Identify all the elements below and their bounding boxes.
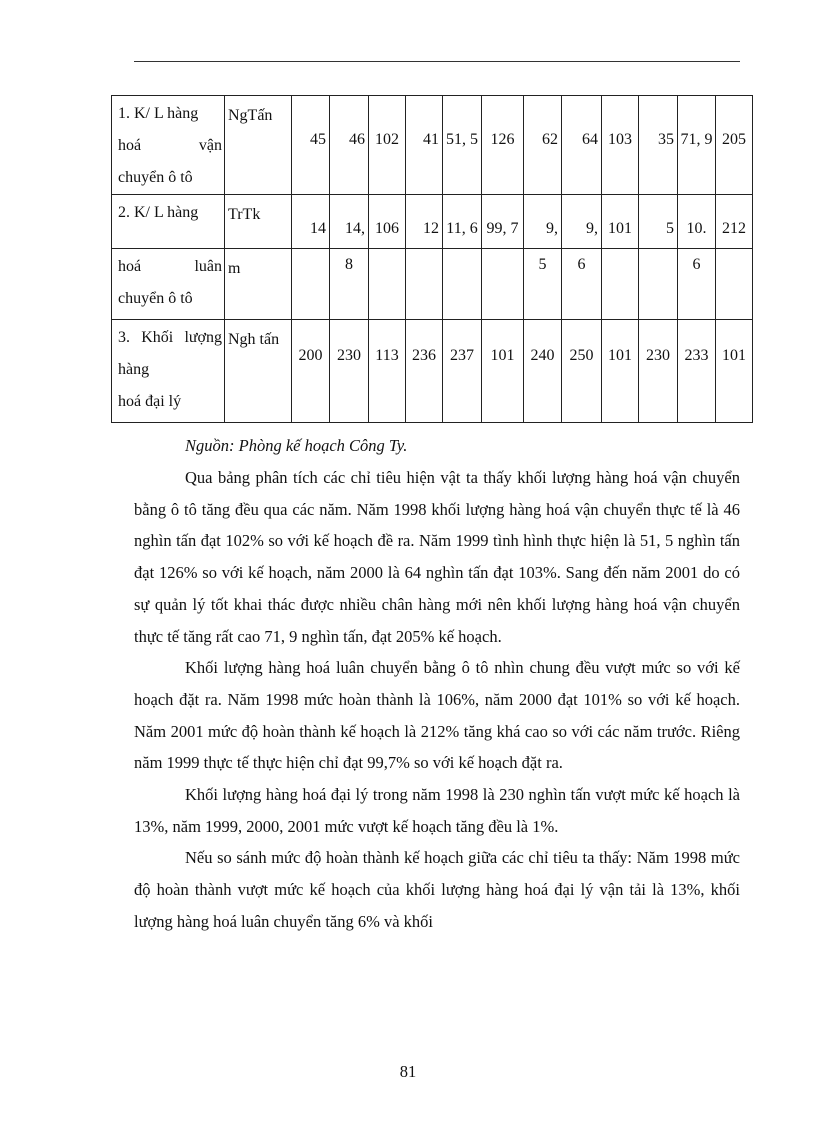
table-cell: 240 [524,320,562,423]
table-cell [716,249,753,320]
table-cell: 8 [330,249,369,320]
table-cell: 14, [330,195,369,249]
table-cell: 9, [524,195,562,249]
table-cell: 212 [716,195,753,249]
table-cell: 101 [602,320,639,423]
table-cell: 71, 9 [678,96,716,195]
table-cell [369,249,406,320]
table-cell: 230 [330,320,369,423]
table-row [112,96,753,195]
paragraph: Khối lượng hàng hoá luân chuyển bằng ô tô nhìn chung đều vượt mức so với kế hoạch đặt ra. Năm 1998 mức hoàn thành là 106%, năm 2000 đạt 101% so với kế hoạch. Năm 2001 mức độ hoàn thành kế hoạch là 212% tăng khá cao so với các năm trước. Riêng năm 1999 thực tế thực hiện chỉ đạt 99,7% so với kế hoạch đặt ra. [134,658,740,773]
paragraph: Qua bảng phân tích các chỉ tiêu hiện vật ta thấy khối lượng hàng hoá vận chuyển bằng ô tô tăng đều qua các năm. Năm 1998 khối lượng hàng hoá vận chuyển thực tế là 46 nghìn tấn đạt 102% so với kế hoạch đề ra. Năm 1999 tình hình thực hiện là 51, 5 nghìn tấn đạt 126% so với kế hoạch, năm 2000 là 64 nghìn tấn đạt 103%. Sang đến năm 2001 do có sự quản lý tốt khai thác được nhiều chân hàng mới nên khối lượng hàng hoá vận chuyển thực tế tăng rất cao 71, 9 nghìn tấn, đạt 205% kế hoạch. [134,468,740,646]
table-cell: 200 [292,320,330,423]
table-cell: 62 [524,96,562,195]
row-label: 3. Khối lượng hàng hoá đại lý [112,320,225,423]
table-cell: 233 [678,320,716,423]
table-cell: 9, [562,195,602,249]
table-cell: 5 [639,195,678,249]
unit-cell: NgTấn [225,96,292,195]
table-cell: 113 [369,320,406,423]
table-cell [482,249,524,320]
table-cell: 126 [482,96,524,195]
table-cell: 237 [443,320,482,423]
table-cell: 101 [602,195,639,249]
table-cell: 6 [678,249,716,320]
table-row [112,320,753,423]
table-cell: 230 [639,320,678,423]
table-cell: 106 [369,195,406,249]
table-row [112,195,753,249]
table-cell: 64 [562,96,602,195]
table-cell: 45 [292,96,330,195]
table-cell: 51, 5 [443,96,482,195]
table-cell: 35 [639,96,678,195]
table-cell [639,249,678,320]
paragraph: Khối lượng hàng hoá đại lý trong năm 1998 là 230 nghìn tấn vượt mức kế hoạch là 13%, năm 1999, 2000, 2001 mức vượt kế hoạch tăng đều là 1%. [134,785,740,836]
table-cell: 101 [716,320,753,423]
source-note: Nguồn: Phòng kế hoạch Công Ty. [185,436,408,455]
table-cell: 99, 7 [482,195,524,249]
table-cell: 46 [330,96,369,195]
table-cell: 6 [562,249,602,320]
table-cell: 101 [482,320,524,423]
table-cell: 5 [524,249,562,320]
header-rule [134,61,740,62]
table-cell: 250 [562,320,602,423]
table-cell [406,249,443,320]
row-label: hoá luân chuyển ô tô [112,249,225,320]
table-cell: 236 [406,320,443,423]
unit-cell: m [225,249,292,320]
table-cell [443,249,482,320]
table-cell: 14 [292,195,330,249]
table-cell: 10. [678,195,716,249]
row-label: 2. K/ L hàng [112,195,225,249]
row-label: 1. K/ L hàng hoá vận chuyển ô tô [112,96,225,195]
table-cell: 103 [602,96,639,195]
paragraph: Nếu so sánh mức độ hoàn thành kế hoạch giữa các chỉ tiêu ta thấy: Năm 1998 mức độ hoàn thành vượt mức kế hoạch của khối lượng hàng hoá đại lý vận tải là 13%, khối lượng hàng hoá luân chuyển tăng 6% và khối [134,848,740,931]
table-cell: 12 [406,195,443,249]
table-cell: 205 [716,96,753,195]
table-cell: 11, 6 [443,195,482,249]
body-text [134,462,740,938]
table-cell: 102 [369,96,406,195]
unit-cell: TrTk [225,195,292,249]
page-number: 81 [399,1062,417,1081]
table-cell [602,249,639,320]
table-cell: 41 [406,96,443,195]
table-cell [292,249,330,320]
unit-cell: Ngh tấn [225,320,292,423]
indicator-table [111,95,753,423]
table-row [112,249,753,320]
